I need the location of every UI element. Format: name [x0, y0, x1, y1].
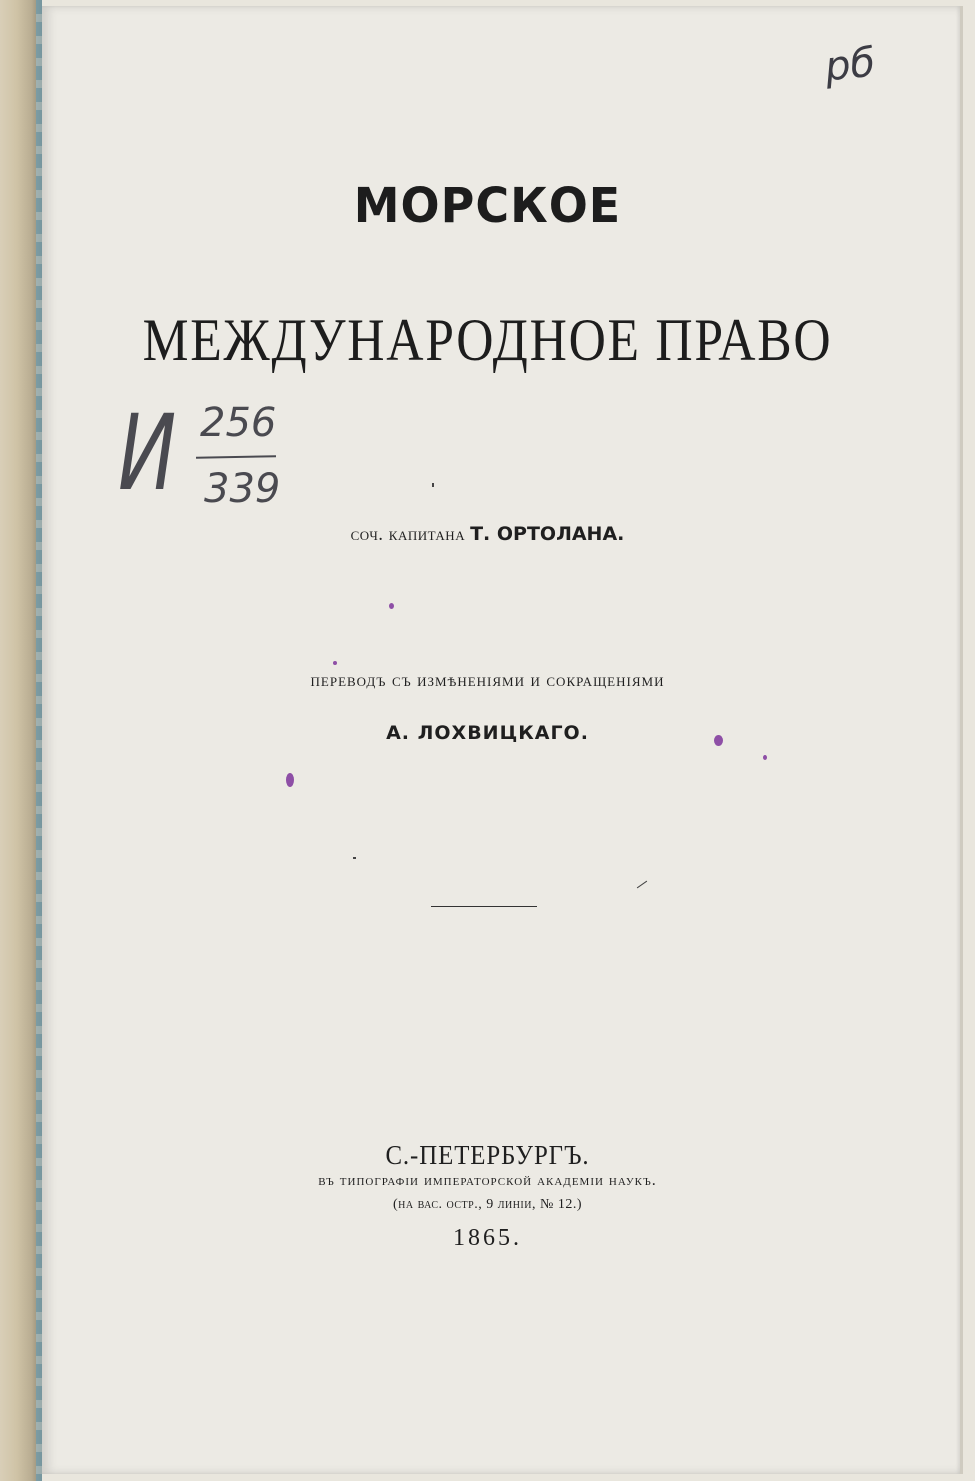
shelfmark-denominator: 339	[204, 466, 281, 512]
imprint-address: (на вас. остр., 9 линіи, № 12.)	[392, 1197, 583, 1212]
ink-stain	[763, 755, 767, 760]
author-name: Т. ОРТОЛАНА.	[470, 523, 625, 545]
shelfmark-numerator: 256	[200, 400, 277, 446]
imprint-city: С.-ПЕТЕРБУРГЪ.	[385, 1140, 590, 1170]
ink-stain	[714, 735, 723, 746]
ink-speck	[432, 483, 434, 487]
title-line-2: МЕЖДУНАРОДНОЕ ПРАВО	[142, 307, 833, 373]
imprint-year: 1865.	[453, 1225, 522, 1251]
translation-note: переводъ съ измѣненіями и сокращеніями	[310, 670, 665, 690]
author-line	[0, 523, 975, 546]
ink-stain	[389, 603, 394, 609]
ink-stain	[286, 773, 294, 787]
shelfmark-letter: И	[118, 392, 174, 514]
ink-stain	[333, 661, 337, 665]
imprint-printer: въ типографіи императорской академіи наукъ.	[318, 1172, 657, 1189]
translator-name: А. ЛОХВИЦКАГО.	[386, 722, 589, 744]
handwritten-note-top: рб	[822, 39, 878, 91]
title-line-1: МОРСКОЕ	[353, 176, 622, 234]
ink-speck	[353, 857, 356, 859]
divider-rule	[431, 906, 537, 907]
author-prefix: соч. капитана	[350, 524, 466, 545]
